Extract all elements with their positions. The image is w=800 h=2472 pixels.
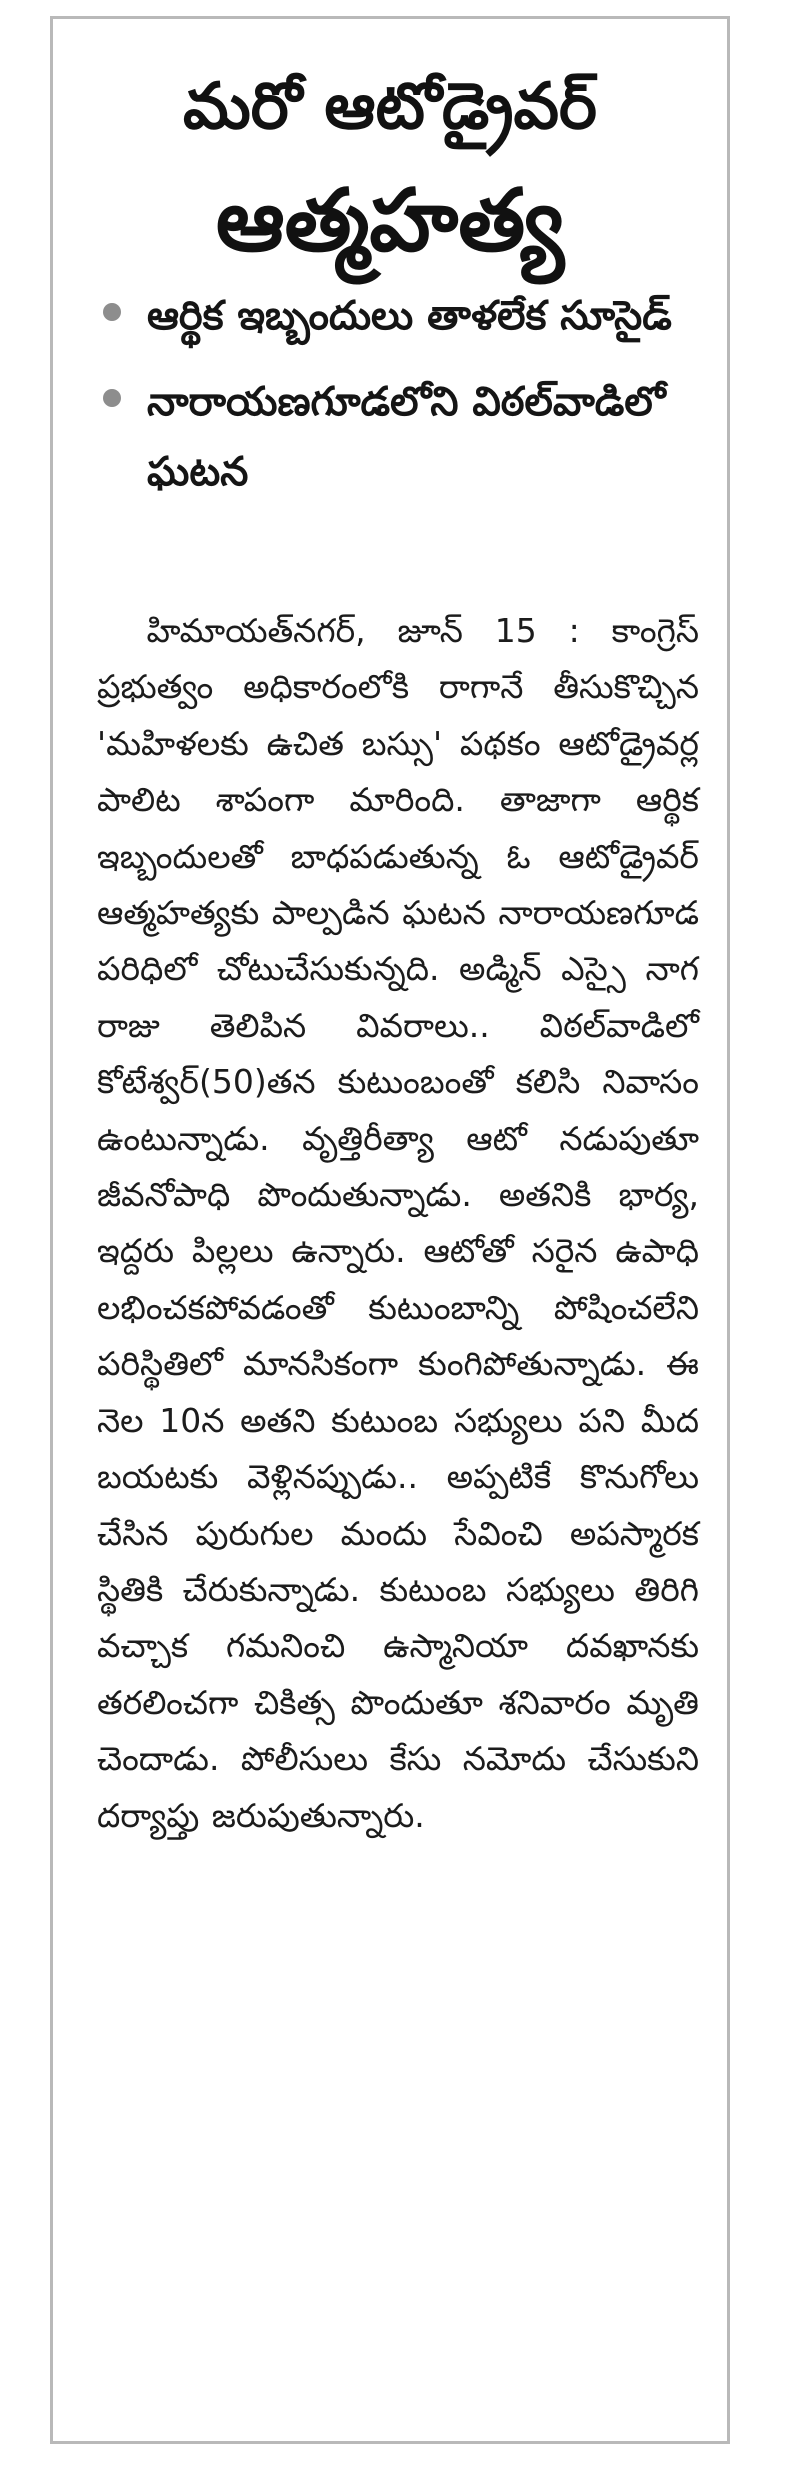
highlight-item	[99, 281, 707, 351]
article-body: హిమాయత్‌నగర్, జూన్ 15 : కాంగ్రెస్ ప్రభుత్వం అధికారంలోకి రాగానే తీసుకొచ్చిన 'మహిళలకు ఉచిత బస్సు' పథకం ఆటోడ్రైవర్ల పాలిట శాపంగా మారింది. తాజాగా ఆర్థిక ఇబ్బందులతో బాధపడుతున్న ఓ ఆటోడ్రైవర్ ఆత్మహత్యకు పాల్పడిన ఘటన నారాయణగూడ పరిధిలో చోటుచేసుకున్నది. అడ్మిన్ ఎస్సై నాగ రాజు తెలిపిన వివరాలు.. విఠల్‌వాడిలో కోటేశ్వర్(50)తన కుటుంబంతో కలిసి నివాసం ఉంటున్నాడు. వృత్తిరీత్యా ఆటో నడుపుతూ జీవనోపాధి పొందుతున్నాడు. అతనికి భార్య, ఇద్దరు పిల్లలు ఉన్నారు. ఆటోతో సరైన ఉపాధి లభించకపోవడంతో కుటుంబాన్ని పోషించలేని పరిస్థితిలో మానసికంగా కుంగిపోతున్నాడు. ఈ నెల 10న అతని కుటుంబ సభ్యులు పని మీద బయటకు వెళ్లినప్పుడు.. అప్పటికే కొనుగోలు చేసిన పురుగుల మందు సేవించి అపస్మారక స్థితికి చేరుకున్నాడు. కుటుంబ సభ్యులు తిరిగి వచ్చాక గమనించి ఉస్మానియా దవఖానకు తరలించగా చికిత్స పొందుతూ శనివారం మృతి చెందాడు. పోలీసులు కేసు నమోదు చేసుకుని దర్యాప్తు జరుపుతున్నారు.	[97, 611, 699, 1835]
headline-line-1: మరో ఆటోడ్రైవర్	[182, 70, 598, 144]
news-clipping	[50, 16, 730, 2444]
bullet-icon	[103, 389, 121, 407]
highlight-item	[99, 367, 707, 507]
highlight-text: నారాయణగూడలోని విఠల్‌వాడిలో ఘటన	[147, 379, 666, 495]
bullet-icon	[103, 303, 121, 321]
headline-line-2: ఆత్మహత్య	[215, 171, 565, 271]
highlights-list	[99, 281, 707, 523]
highlight-text: ఆర్థిక ఇబ్బందులు తాళలేక సూసైడ్	[147, 293, 672, 339]
